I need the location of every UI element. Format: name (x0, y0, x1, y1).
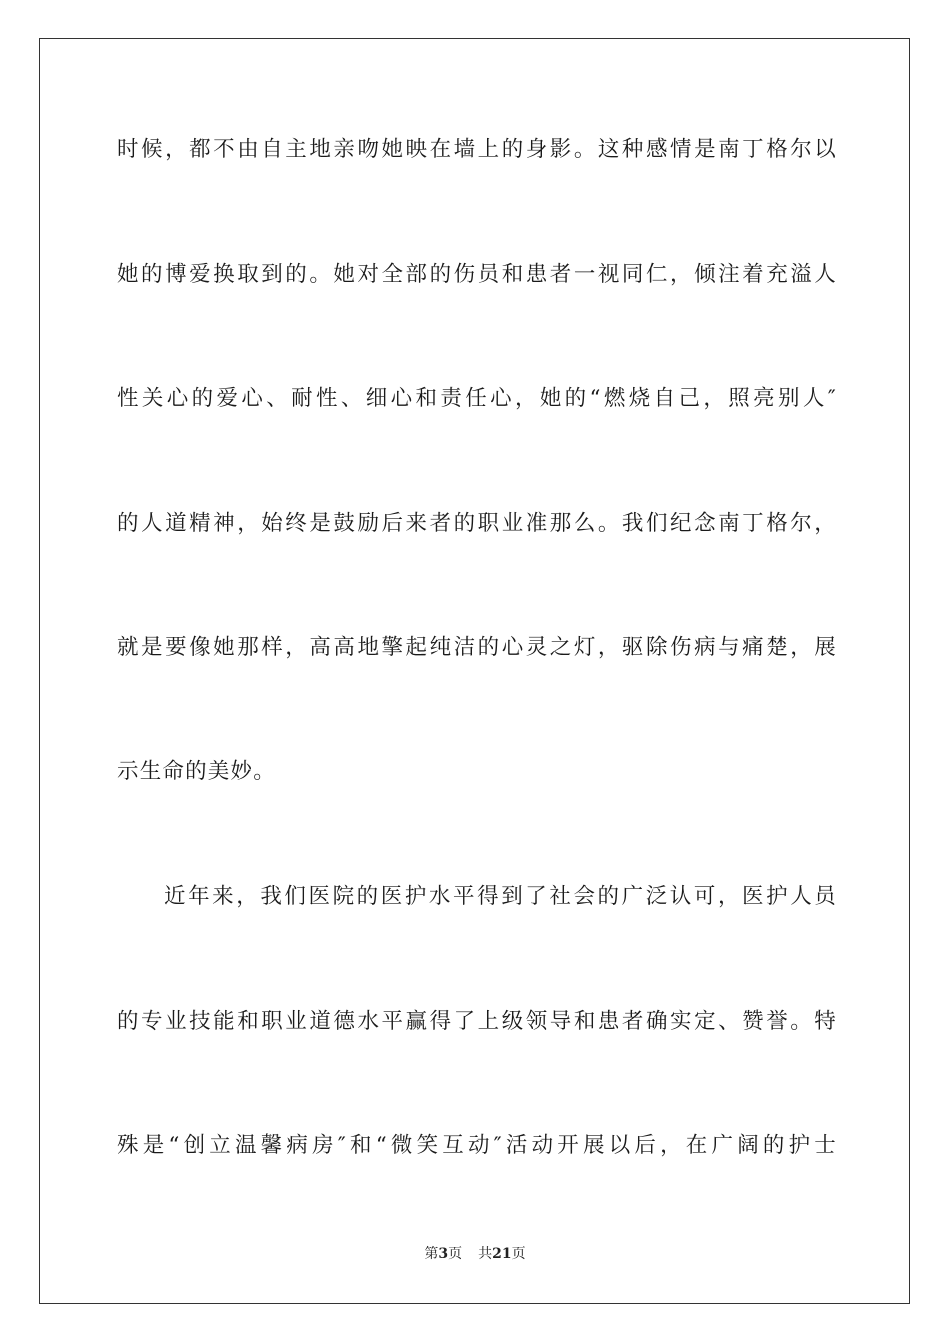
footer-total-number: 21 (492, 1246, 512, 1262)
footer-page-suffix: 页 (448, 1246, 463, 1262)
footer-page-prefix: 第 (424, 1246, 439, 1262)
body-line-2: 她的博爱换取到的。她对全部的伤员和患者一视同仁，倾注着充溢人 (117, 262, 837, 287)
body-line-9: 殊是“创立温馨病房″和“微笑互动″活动开展以后，在广阔的护士 (117, 1133, 837, 1158)
footer-total-prefix: 共 (478, 1246, 493, 1262)
footer-total-suffix: 页 (511, 1246, 526, 1262)
body-line-1: 时候，都不由自主地亲吻她映在墙上的身影。这种感情是南丁格尔以 (117, 137, 837, 162)
body-line-8: 的专业技能和职业道德水平赢得了上级领导和患者确实定、赞誉。特 (117, 1009, 837, 1034)
page-border (39, 38, 910, 1304)
body-line-3: 性关心的爱心、耐性、细心和责任心，她的“燃烧自己，照亮别人″ (117, 386, 837, 411)
page-footer (0, 1245, 950, 1263)
body-line-4: 的人道精神，始终是鼓励后来者的职业准那么。我们纪念南丁格尔， (117, 511, 837, 536)
footer-page-number: 3 (438, 1246, 449, 1262)
body-line-7-paragraph-start: 近年来，我们医院的医护水平得到了社会的广泛认可，医护人员 (164, 884, 837, 909)
body-line-6: 示生命的美妙。 (117, 759, 276, 784)
body-line-5: 就是要像她那样，高高地擎起纯洁的心灵之灯，驱除伤病与痛楚，展 (117, 635, 837, 660)
